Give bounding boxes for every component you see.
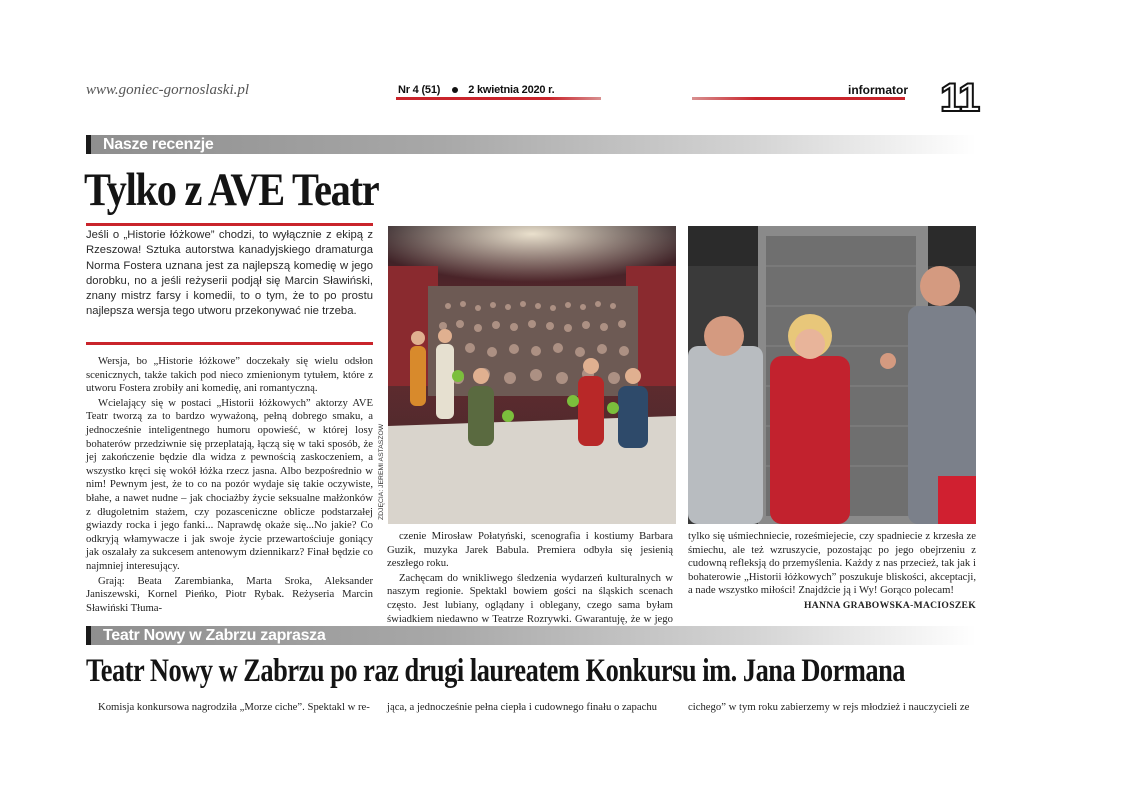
- article2-title: Teatr Nowy w Zabrzu po raz drugi laureatem Konkursu im. Jana Dormana: [86, 653, 906, 689]
- section-bar-label: Nasze recenzje: [103, 136, 214, 153]
- page-number: 11: [940, 76, 979, 120]
- article2-column-1: Komisja konkursowa nagrodziła „Morze ciche”. Spektakl w re-: [98, 701, 370, 713]
- article2-column-3: cichego” w tym roku zabierzemy w rejs młodzież i nauczycieli ze: [688, 701, 970, 713]
- article-column-3: [688, 530, 976, 613]
- paragraph: Zachęcam do wnikliwego śledzenia wydarzeń kulturalnych w naszym regionie. Spektakl bowiem gości na śląskich scenach często. Jest lubiany, oglądany i oblegany, czego sama byłam świadkiem niedawno w Teatrze Rozrywki. Gwarantuję, że w jego: [387, 571, 673, 625]
- issue-date: 2 kwietnia 2020 r.: [468, 84, 555, 96]
- header-rule-left: [396, 97, 601, 100]
- paragraph: Wersja, bo „Historie łóżkowe” doczekały się wielu odsłon scenicznych, także takich pod nieco zmienionym tytułem, które z utworu Fostera zrobiły ani komedię, ani romantyczną.: [86, 355, 373, 395]
- lead-rule-top: [86, 223, 373, 226]
- lead-rule-bottom: [86, 342, 373, 345]
- bullet-icon: [452, 87, 458, 93]
- issue-number: Nr 4 (51): [398, 84, 441, 96]
- article2-column-2: jąca, a jednocześnie pełna ciepła i cudownego finału o zapachu: [387, 701, 658, 713]
- issue-info: [398, 84, 555, 96]
- paragraph: Grają: Beata Zarembianka, Marta Sroka, Aleksander Janiszewski, Kornel Pieńko, Piotr Rybak. Reżyseria Marcin Sławiński Tłuma-: [86, 574, 373, 614]
- section-bar-label: Teatr Nowy w Zabrzu zaprasza: [103, 627, 326, 644]
- section-bar-accent: [86, 135, 91, 154]
- photo-curtain-call: [388, 226, 676, 524]
- photo-credit: ZDJĘCIA: JEREMI ASTASZOW: [378, 423, 385, 520]
- article-column-1: [86, 355, 373, 615]
- paragraph: czenie Mirosław Połatyński, scenografia i kostiumy Barbara Guzik, muzyka Jarek Babula. Premiera odbyła się jesienią zeszłego roku.: [387, 530, 673, 570]
- paragraph: tylko się uśmiechniecie, roześmiejecie, czy spadniecie z krzesła ze śmiechu, ale też wzruszycie, pozostając po jego obejrzeniu z cudowną refleksją do przemyślenia. Każdy z nas przecież, tak jak i bohaterowie „Historii łóżkowych” poszukuje bliskości, akceptacji, a nade wszystko miłości! Znajdźcie ją i Wy! Gorąco polecam!: [688, 530, 976, 597]
- author-signature: HANNA GRABOWSKA-MACIOSZEK: [804, 599, 976, 611]
- article-column-2: [387, 530, 673, 640]
- article-title: Tylko z AVE Teatr: [84, 164, 379, 216]
- article-lead: Jeśli o „Historie łóżkowe” chodzi, to wyłącznie z ekipą z Rzeszowa! Sztuka autorstwa kanadyjskiego dramaturga Norma Fostera uznana jest za najlepszą komedię w jego dorobku, no a jeśli reżyserii podjął się Marcin Sławiński, znany mistrz farsy i komedii, to o tym, że to po prostu najlepsza wersja tego utworu przekonywać nie trzeba.: [86, 229, 373, 318]
- section-bar-reviews: [86, 135, 976, 154]
- photo-actors-scene: [688, 226, 976, 524]
- header-rule-right: [692, 97, 905, 100]
- section-bar-teatr-nowy: [86, 626, 976, 645]
- site-url[interactable]: www.goniec-gornoslaski.pl: [86, 82, 250, 98]
- section-label: informator: [848, 83, 908, 97]
- section-bar-accent: [86, 626, 91, 645]
- paragraph: Wcielający się w postaci „Historii łóżkowych” aktorzy AVE Teatr tworzą za to bardzo wyważoną, pełną dobrego smaku, a jednocześnie inteligentnego humoru opowieść, w której losy bohaterów przedziwnie się przeplatają, łączą się w taki sposób, że jej zakończenie będzie dla widza z pewnością zaskoczeniem, a wszystko kręci się wokół łóżka rzecz jasna. Albo bezpośrednio w nim! Pewnym jest, że to co na pozór wydaje się takie oczywiste, błahe, a nawet nudne – jak chociażby życie seksualne małżonków z długoletnim stażem, czy pozasceniczne oblicze podstarzałej gwiazdy rocka i jego fanki... Naprawdę okaże się...No jakie? Co odkryją włamywacze i jak swoje życie przewartościuje goniący jak oszalały za sukcesem antenowym dziennikarz? Finał będzie co najmniej interesujący.: [86, 396, 373, 572]
